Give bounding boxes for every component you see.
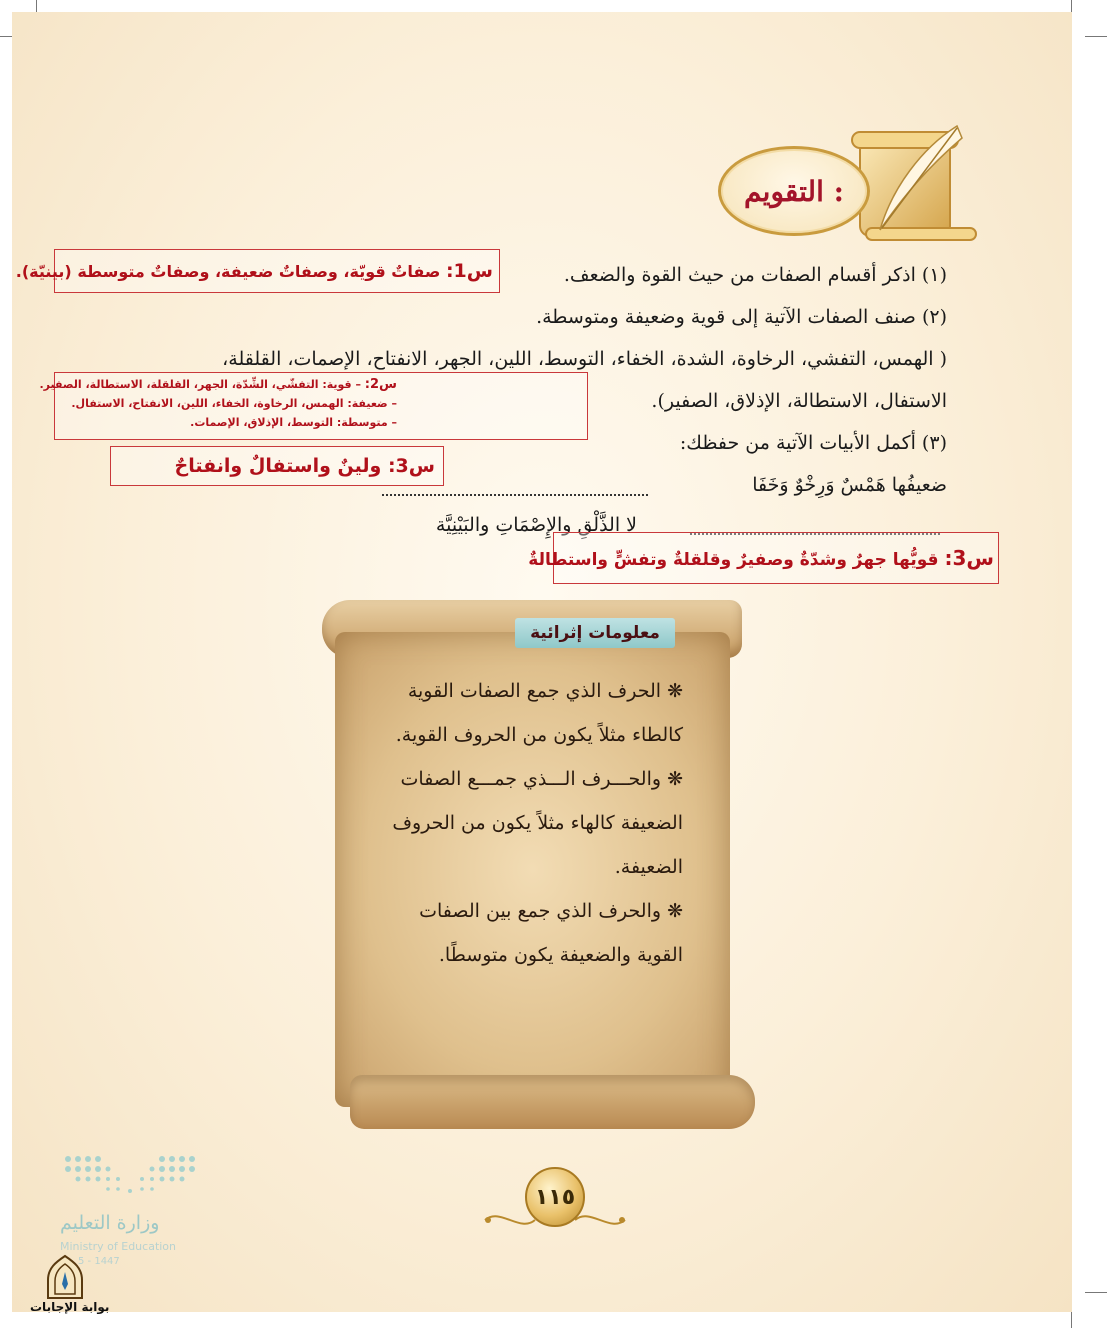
answer-3b-label: س3:: [944, 546, 994, 570]
crop-mark: [1085, 36, 1107, 37]
enrichment-line: القوية والضعيفة يكون متوسطًا.: [438, 944, 683, 966]
answer-2-line-1: – قوية: التفشّي، الشِّدّة، الجهر، القلقلة، الاستطالة، الصفير.: [39, 378, 361, 391]
question-2: (٢) صنف الصفات الآتية إلى قوية وضعيفة ومتوسطة.: [536, 306, 947, 328]
scroll-roll-bottom: [350, 1075, 755, 1129]
ministry-year: 5 - 1447: [78, 1256, 120, 1267]
answer-3a-box: [110, 446, 444, 486]
answer-3a-label: س3:: [387, 455, 435, 477]
enrichment-title: معلومات إثرائية: [515, 618, 675, 648]
question-2-list-line-1: ( الهمس، التفشي، الرخاوة، الشدة، الخفاء، التوسط، اللين، الجهر، الانفتاح، الإصمات، القلقلة،: [222, 348, 947, 370]
enrichment-line: ❋ الحرف الذي جمع الصفات القوية: [407, 680, 683, 702]
answer-2-line-2: – ضعيفة: الهمس، الرخاوة، الخفاء، اللين، الانفتاح، الاستفال.: [71, 397, 397, 410]
question-1: (١) اذكر أقسام الصفات من حيث القوة والضعف.: [563, 264, 947, 286]
verse-2: لا الذَّلْقِ والإِصْمَاتِ والبَيْنِيَّة: [435, 514, 637, 536]
answer-2-line-3: – متوسطة: التوسط، الإذلاق، الإصمات.: [190, 416, 397, 429]
answer-3a-text: ولينٌ واستفالٌ وانفتاحٌ: [174, 455, 382, 477]
page-number: ١١٥: [525, 1167, 585, 1227]
enrichment-line: كالطاء مثلاً يكون من الحروف القوية.: [395, 724, 683, 746]
crop-mark: [1085, 1292, 1107, 1293]
portal-lantern-icon: [44, 1254, 86, 1300]
question-2-list-line-2: الاستفال، الاستطالة، الإذلاق، الصفير).: [651, 390, 947, 412]
enrichment-line: ❋ والحرف الذي جمع بين الصفات: [419, 900, 683, 922]
answer-1-box: [15, 249, 500, 293]
heading-badge: [718, 146, 870, 236]
enrichment-line: الضعيفة.: [614, 856, 683, 878]
verse-1: ضعيفُها هَمْسٌ وَرِخْوٌ وَخَفَا: [752, 474, 947, 496]
answer-3b-box: [528, 532, 999, 584]
ministry-name-arabic: وزارة التعليم: [60, 1212, 160, 1234]
answer-blank: [382, 494, 648, 496]
page-title: التقويم :: [744, 174, 844, 208]
answer-3b-text: قويُّها جهرٌ وشدّةٌ وصفيرٌ وقلقلةٌ وتفشٍّ واستطالةٌ: [528, 550, 939, 570]
answer-1-text: صفاتٌ قويّة، وصفاتٌ ضعيفة، وصفاتٌ متوسطة (بينيّة).: [15, 262, 441, 281]
enrichment-line: ❋ والحـــرف الـــذي جمـــع الصفات: [400, 768, 683, 790]
answer-2-label: س2:: [364, 377, 397, 392]
portal-label: بوابة الإجابات: [30, 1300, 110, 1314]
enrichment-line: الضعيفة كالهاء مثلاً يكون من الحروف: [392, 812, 683, 834]
answer-1-label: س1:: [445, 260, 493, 282]
ministry-dots-logo: [62, 1153, 198, 1199]
answer-2-box: [39, 372, 588, 440]
ministry-name-english: Ministry of Education: [60, 1240, 177, 1253]
question-3: (٣) أكمل الأبيات الآتية من حفظك:: [679, 432, 947, 454]
